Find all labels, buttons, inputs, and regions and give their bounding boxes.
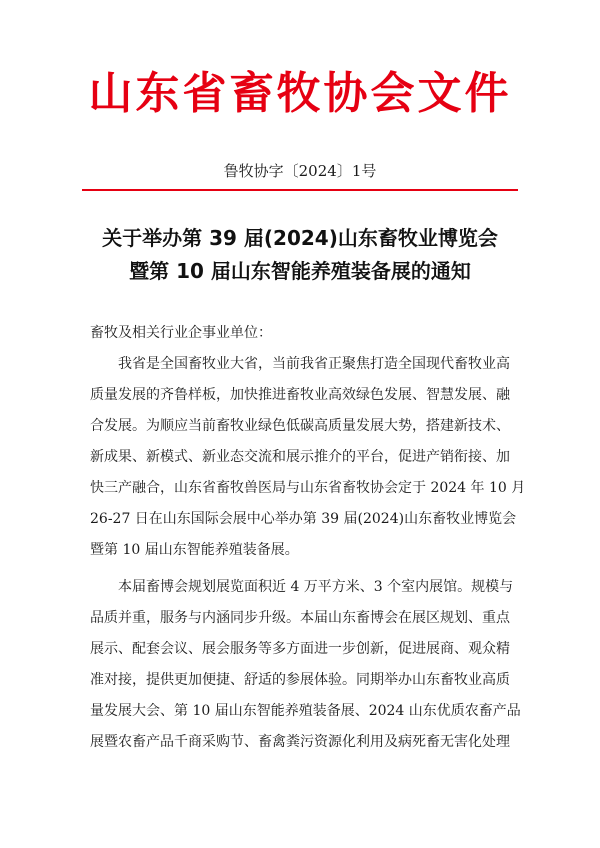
paragraph-line: 我省是全国畜牧业大省，当前我省正聚焦打造全国现代畜牧业高 <box>118 356 510 372</box>
paragraph-line: 合发展。为顺应当前畜牧业绿色低碳高质量发展大势，搭建新技术、 <box>90 418 510 434</box>
salutation: 畜牧及相关行业企事业单位： <box>90 325 272 341</box>
document-body <box>90 318 526 758</box>
notice-title <box>60 222 540 288</box>
red-separator-line <box>82 189 518 191</box>
paragraph-line: 质量发展的齐鲁样板，加快推进畜牧业高效绿色发展、智慧发展、融 <box>90 387 510 403</box>
paragraph-line: 本届畜博会规划展览面积近 4 万平方米、3 个室内展馆。规模与 <box>118 579 514 595</box>
paragraph-line: 新成果、新模式、新业态交流和展示推介的平台，促进产销衔接、加 <box>90 449 510 465</box>
paragraph-line: 展示、配套会议、展会服务等多方面进一步创新，促进展商、观众精 <box>90 641 510 657</box>
paragraph-line: 26-27 日在山东国际会展中心举办第 39 届(2024)山东畜牧业博览会 <box>90 511 517 527</box>
notice-title-line: 关于举办第 39 届(2024)山东畜牧业博览会 <box>102 226 498 250</box>
issuer-header-title: 山东省畜牧协会文件 <box>88 68 512 119</box>
paragraph-line: 快三产融合，山东省畜牧兽医局与山东省畜牧协会定于 2024 年 10 月 <box>90 480 526 496</box>
paragraph-line: 品质并重，服务与内涵同步升级。本届山东畜博会在展区规划、重点 <box>90 610 510 626</box>
body-paragraph <box>90 572 521 758</box>
paragraph-line: 暨第 10 届山东智能养殖装备展。 <box>90 542 299 558</box>
paragraph-line: 准对接，提供更加便捷、舒适的参展体验。同期举办山东畜牧业高质 <box>90 672 510 688</box>
document-number: 鲁牧协字〔2024〕1号 <box>223 162 377 180</box>
paragraph-line: 量发展大会、第 10 届山东智能养殖装备展、2024 山东优质农畜产品 <box>90 703 521 719</box>
paragraph-line: 展暨农畜产品千商采购节、畜禽粪污资源化利用及病死畜无害化处理 <box>90 734 510 750</box>
notice-title-line: 暨第 10 届山东智能养殖装备展的通知 <box>129 259 471 283</box>
body-paragraph <box>90 349 526 566</box>
